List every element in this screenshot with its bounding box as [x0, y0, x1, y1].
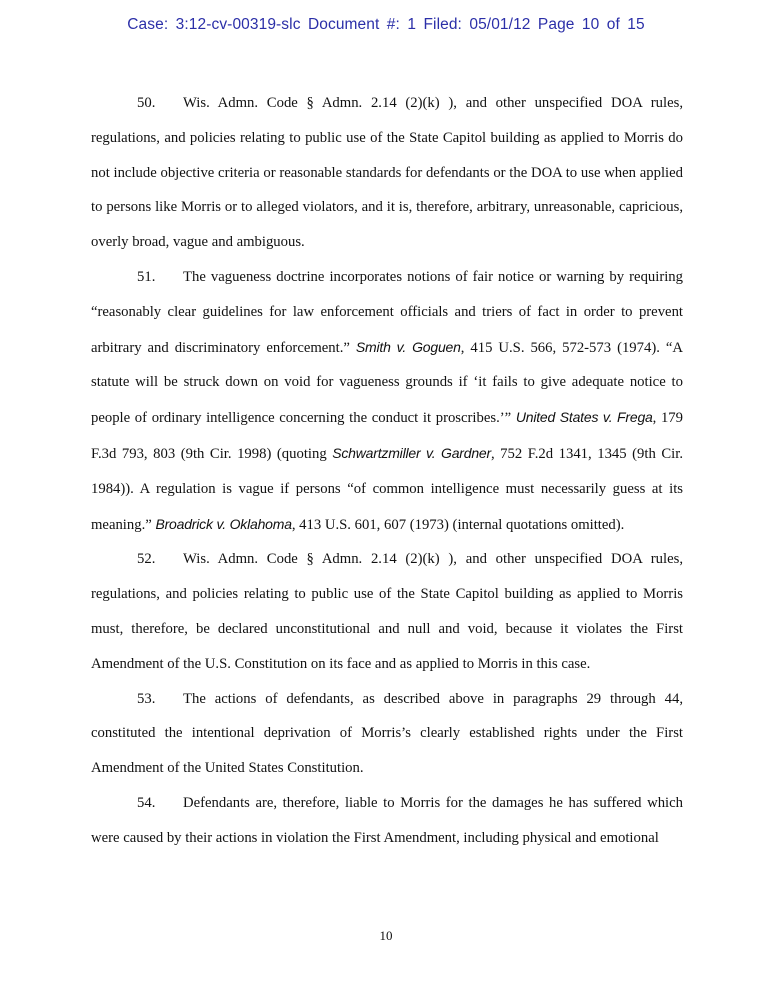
case-citation: Schwartzmiller v. Gardner	[332, 444, 491, 461]
paragraph-number: 54.	[137, 794, 156, 811]
paragraph-text: , 415 U.S. 566, 572-573 (1974). “A statute will be struck down on void for vagueness grounds if ‘it fails to give adequate notice to people of ordinary intelligence concerning the conduct it proscribes.’”	[91, 339, 683, 427]
paragraph-52	[91, 542, 683, 681]
paragraph-text: , 179 F.3d 793, 803 (9th Cir. 1998) (quoting	[91, 410, 683, 462]
case-citation: United States v. Frega	[515, 409, 653, 426]
paragraph-50	[91, 86, 683, 260]
paragraph-text: Wis. Admn. Code § Admn. 2.14 (2)(k) ), and other unspecified DOA rules, regulations, and policies relating to public use of the State Capitol building as applied to Morris do not include objective criteria or reasonable standards for defendants or the DOA to use when applied to persons like Morris or to alleged violators, and it is, therefore, arbitrary, unreasonable, capricious, overly broad, vague and ambiguous.	[91, 95, 683, 251]
page-number: 10	[379, 928, 393, 943]
paragraph-text: The vagueness doctrine incorporates notions of fair notice or warning by requiring “reasonably clear guidelines for law enforcement officials and triers of fact in order to prevent arbitrary and discriminatory enforcement.”	[91, 268, 683, 356]
paragraph-text: , 752 F.2d 1341, 1345 (9th Cir. 1984)). A regulation is vague if persons “of common intelligence must necessarily guess at its meaning.”	[91, 445, 683, 533]
document-body	[91, 86, 683, 856]
paragraph-51	[91, 260, 683, 542]
case-citation: Broadrick v. Oklahoma	[155, 515, 292, 532]
paragraph-text: Wis. Admn. Code § Admn. 2.14 (2)(k) ), and other unspecified DOA rules, regulations, and policies relating to public use of the State Capitol building as applied to Morris must, therefore, be declared unconstitutional and null and void, because it violates the First Amendment of the U.S. Constitution on its face and as applied to Morris in this case.	[91, 551, 683, 672]
paragraph-number: 51.	[137, 268, 156, 285]
paragraph-number: 53.	[137, 690, 156, 707]
paragraph-54	[91, 786, 683, 856]
case-citation: Smith v. Goguen	[355, 338, 461, 355]
paragraph-number: 50.	[137, 95, 156, 111]
paragraph-53	[91, 682, 683, 786]
court-filing-header: Case: 3:12-cv-00319-slc Document #: 1 Filed: 05/01/12 Page 10 of 15	[127, 16, 645, 33]
paragraph-number: 52.	[137, 551, 156, 568]
paragraph-text: The actions of defendants, as described above in paragraphs 29 through 44, constituted the intentional deprivation of Morris’s clearly established rights under the First Amendment of the United States Constitution.	[91, 690, 683, 777]
paragraph-text: Defendants are, therefore, liable to Morris for the damages he has suffered which were caused by their actions in violation the First Amendment, including physical and emotional	[91, 794, 683, 846]
paragraph-text: , 413 U.S. 601, 607 (1973) (internal quotations omitted).	[291, 516, 625, 533]
